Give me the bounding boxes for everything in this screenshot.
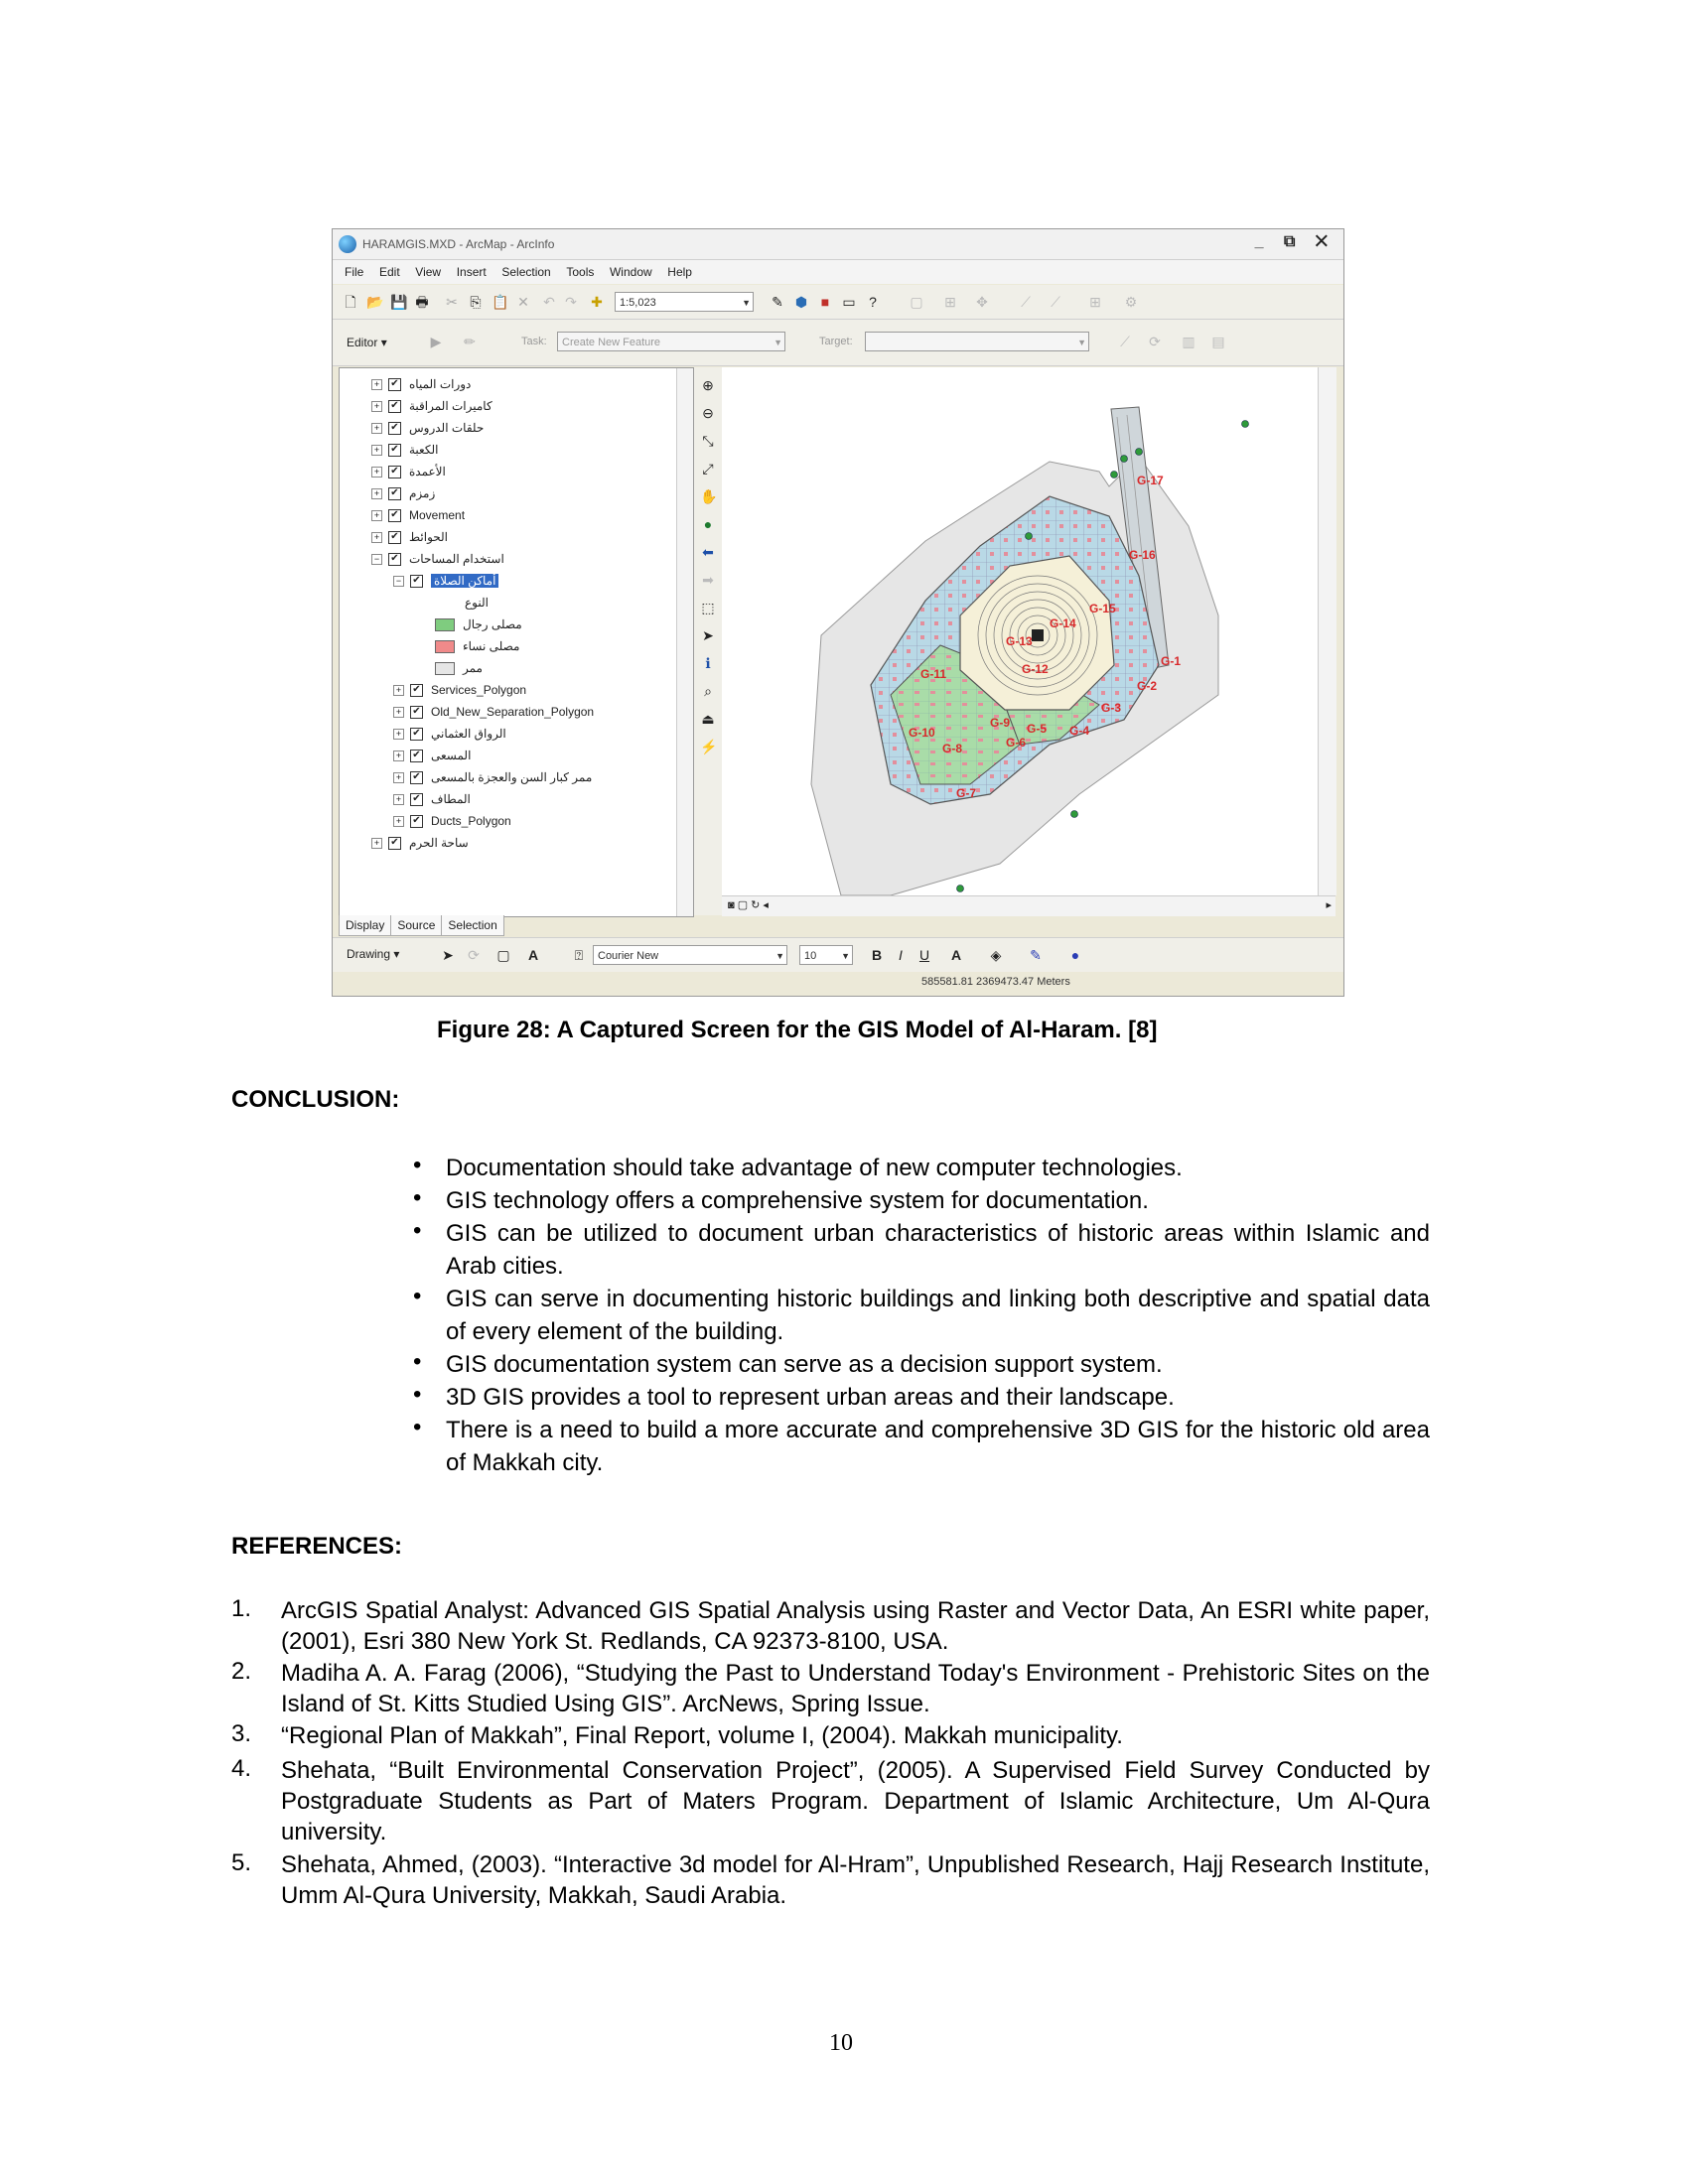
legend-swatch — [435, 640, 455, 653]
reference-number: 5. — [231, 1849, 252, 1876]
find-binoculars-icon[interactable]: ⌕ — [704, 683, 712, 699]
chevron-down-icon: ▼ — [841, 951, 850, 961]
conclusion-item: GIS can serve in documenting historic buildings and linking both descriptive and spatial data of every element of the building. — [446, 1286, 1430, 1345]
gate-label: G-1 — [1161, 654, 1182, 668]
toc-row[interactable] — [435, 636, 520, 656]
page-number: 10 — [829, 2030, 853, 2056]
layer-name: حلقات الدروس — [409, 421, 485, 435]
expand-toggle-icon[interactable]: + — [371, 423, 382, 434]
font-size-value: 10 — [804, 950, 817, 962]
menu-view[interactable]: View — [415, 265, 442, 279]
settings-icon[interactable]: ⚙ — [1124, 294, 1138, 310]
text-tool-icon[interactable]: A — [527, 947, 539, 963]
checkbox-icon[interactable]: ✔ — [410, 728, 423, 741]
editor-menu[interactable]: Editor ▾ — [347, 336, 387, 349]
arcmap-globe-icon — [339, 235, 356, 253]
expand-toggle-icon[interactable]: + — [371, 838, 382, 849]
layer-name: الأعمدة — [409, 465, 446, 478]
layer-name: Services_Polygon — [431, 683, 527, 697]
checkbox-icon[interactable]: ✔ — [388, 444, 401, 457]
menu-edit[interactable]: Edit — [378, 265, 400, 279]
legend-swatch — [435, 662, 455, 675]
arcmap-screenshot — [332, 228, 1344, 997]
target-label: Target: — [819, 336, 853, 347]
split-tool-icon[interactable]: ⟋ — [1120, 334, 1130, 349]
paste-icon[interactable]: 📋 — [492, 294, 509, 310]
chevron-down-icon: ▼ — [1077, 338, 1086, 347]
toc-row[interactable] — [371, 483, 435, 503]
legend-label: ممر — [463, 661, 483, 675]
reference-number: 4. — [231, 1755, 252, 1782]
layer-name: استخدام المساحات — [409, 552, 504, 566]
gate-label: G-14 — [1050, 616, 1076, 630]
checkbox-icon[interactable]: ✔ — [410, 684, 423, 697]
haram-map — [722, 367, 1318, 895]
expand-toggle-icon[interactable]: + — [371, 532, 382, 543]
conclusion-item: Documentation should take advantage of new computer technologies. — [446, 1155, 1183, 1181]
checkbox-icon[interactable]: ✔ — [410, 575, 423, 588]
toc-row[interactable] — [393, 724, 506, 744]
expand-toggle-icon[interactable]: + — [393, 707, 404, 718]
layer-name: المسعى — [431, 749, 472, 762]
expand-toggle-icon[interactable]: + — [371, 379, 382, 390]
arctoolbox-icon[interactable]: ■ — [820, 294, 830, 310]
toc-row[interactable] — [371, 462, 446, 481]
fill-color-icon[interactable]: ◈ — [990, 947, 1002, 963]
bullet-marker: • — [413, 1152, 422, 1178]
tab-display[interactable]: Display — [339, 915, 391, 936]
view-switch-icons[interactable]: ◙ ▢ ↻ ◂ — [728, 899, 769, 911]
legend-label: مصلى نساء — [463, 639, 520, 653]
italic-button[interactable]: I — [899, 947, 903, 963]
editor-label: Editor — [347, 336, 378, 349]
font-color-icon[interactable]: A — [950, 947, 962, 963]
bullet-marker: • — [413, 1283, 422, 1309]
delete-icon[interactable]: ✕ — [517, 294, 529, 310]
task-combo[interactable] — [557, 332, 785, 351]
add-data-icon[interactable]: ✚ — [591, 294, 603, 310]
checkbox-icon[interactable]: ✔ — [388, 531, 401, 544]
select-features-icon[interactable]: ⬚ — [701, 600, 715, 615]
font-icon[interactable]: ⍰ — [574, 947, 584, 963]
toc-row[interactable] — [393, 767, 592, 787]
reference-number: 3. — [231, 1720, 252, 1747]
expand-toggle-icon[interactable]: + — [371, 445, 382, 456]
checkbox-icon[interactable]: ✔ — [388, 509, 401, 522]
toc-tabs — [339, 915, 692, 937]
layer-name: الحوائط — [409, 530, 448, 544]
gate-label: G-8 — [942, 742, 963, 755]
bullet-marker: • — [413, 1414, 422, 1440]
reference-item: Shehata, Ahmed, (2003). “Interactive 3d model for Al-Hram”, Unpublished Research, Hajj Research Institute, Umm Al-Qura University, Makkah, Saudi Arabia. — [281, 1851, 1430, 1909]
editor-toolbar — [333, 320, 1343, 366]
reference-item: Madiha A. A. Farag (2006), “Studying the Past to Understand Today's Environment - Prehistoric Sites on the Island of St. Kitts Studied Using GIS”. ArcNews, Spring Issue. — [281, 1660, 1430, 1717]
checkbox-icon[interactable]: ✔ — [388, 553, 401, 566]
layer-name: ساحة الحرم — [409, 836, 469, 850]
hyperlink-icon[interactable]: ⚡ — [700, 739, 718, 754]
print-icon[interactable]: 🖶 — [415, 294, 429, 310]
menu-bar — [333, 260, 1343, 284]
checkbox-icon[interactable]: ✔ — [388, 400, 401, 413]
map-vertical-scrollbar[interactable] — [1318, 367, 1336, 895]
toc-row[interactable] — [393, 571, 498, 591]
checkbox-icon[interactable]: ✔ — [410, 706, 423, 719]
fixed-zoom-in-icon[interactable]: ⤡ — [702, 433, 714, 449]
reshape-icon[interactable]: ⟋ — [1051, 294, 1060, 310]
arccatalog-icon[interactable]: ⬢ — [794, 294, 808, 310]
layer-name: ممر كبار السن والعجزة بالمسعى — [431, 770, 593, 784]
layer-name: الرواق العثماني — [431, 727, 506, 741]
copy-icon[interactable]: ⎘ — [470, 294, 482, 310]
status-coordinates: 585581.81 2369473.47 Meters — [921, 976, 1070, 988]
bullet-marker: • — [413, 1348, 422, 1375]
reference-item: Shehata, “Built Environmental Conservation Project”, (2005). A Supervised Field Survey Conducted by Postgraduate Students as Part of Maters Program. Department of Islamic Architecture, Um Al-Qura university. — [281, 1757, 1430, 1845]
sketch-properties-icon[interactable]: ▤ — [1211, 334, 1225, 349]
drawing-menu[interactable]: Drawing ▾ — [347, 947, 400, 961]
rotate-tool-icon[interactable]: ⟳ — [1149, 334, 1161, 349]
toc-row[interactable] — [393, 680, 526, 700]
chevron-down-icon: ▼ — [774, 338, 782, 347]
toc-row[interactable] — [393, 702, 594, 722]
legend-label: مصلى رجال — [463, 617, 522, 631]
command-line-icon[interactable]: ▭ — [842, 294, 856, 310]
target-combo[interactable] — [865, 332, 1089, 351]
toc-row[interactable] — [435, 658, 483, 678]
menu-window[interactable]: Window — [609, 265, 652, 279]
expand-toggle-icon[interactable]: + — [393, 685, 404, 696]
selected-layer-name: أماكن الصلاة — [431, 574, 498, 588]
expand-toggle-icon[interactable]: + — [393, 794, 404, 805]
conclusion-heading: CONCLUSION: — [231, 1086, 400, 1113]
checkbox-icon[interactable]: ✔ — [410, 750, 423, 762]
toc-row[interactable] — [371, 527, 448, 547]
new-document-icon[interactable]: 🗋 — [345, 294, 356, 310]
menu-selection[interactable]: Selection — [501, 265, 551, 279]
map-scale-value: 1:5,023 — [620, 297, 656, 309]
attributes-icon[interactable]: ▥ — [1182, 334, 1196, 349]
open-folder-icon[interactable]: 📂 — [366, 294, 384, 310]
reference-number: 2. — [231, 1658, 252, 1685]
marker-color-icon[interactable]: ● — [1070, 947, 1080, 963]
font-name-value: Courier New — [598, 950, 659, 962]
expand-toggle-icon[interactable]: + — [393, 816, 404, 827]
table-of-contents — [339, 367, 694, 917]
underline-button[interactable]: U — [918, 947, 930, 963]
gate-label: G-17 — [1137, 474, 1164, 487]
reference-item: “Regional Plan of Makkah”, Final Report, volume I, (2004). Makkah municipality. — [281, 1722, 1123, 1749]
whats-this-icon[interactable]: ? — [869, 294, 877, 310]
window-title: HARAMGIS.MXD - ArcMap - ArcInfo — [362, 237, 555, 251]
task-value: Create New Feature — [562, 337, 661, 348]
bold-button[interactable]: B — [871, 947, 883, 963]
zoom-out-icon[interactable]: ⊖ — [702, 405, 714, 421]
checkbox-icon[interactable]: ✔ — [410, 793, 423, 806]
gate-label: G-3 — [1101, 701, 1122, 715]
toc-row[interactable] — [371, 374, 471, 394]
toc-row[interactable] — [393, 789, 471, 809]
layer-name: Ducts_Polygon — [431, 814, 511, 828]
gate-label: G-12 — [1022, 662, 1049, 676]
move-tool-icon[interactable]: ✥ — [976, 294, 988, 310]
conclusion-item: There is a need to build a more accurate and comprehensive 3D GIS for the historic old area of Makkah city. — [446, 1417, 1430, 1476]
bullet-marker: • — [413, 1217, 422, 1244]
legend-swatch — [435, 618, 455, 631]
checkbox-icon[interactable]: ✔ — [388, 466, 401, 478]
pan-icon[interactable]: ✋ — [700, 488, 718, 504]
gate-label: G-15 — [1089, 602, 1116, 615]
collapse-toggle-icon[interactable]: − — [393, 576, 404, 587]
rotate-icon[interactable]: ⟳ — [468, 947, 480, 963]
status-bar — [333, 972, 1343, 996]
layer-name: الكعبة — [409, 443, 439, 457]
map-horizontal-scrollbar[interactable] — [722, 895, 1336, 916]
standard-toolbar — [333, 285, 1343, 320]
checkbox-icon[interactable]: ✔ — [388, 487, 401, 500]
tab-source[interactable]: Source — [390, 915, 442, 936]
figure-caption: Figure 28: A Captured Screen for the GIS Model of Al-Haram. [8] — [437, 1017, 1158, 1043]
expand-toggle-icon[interactable]: + — [371, 401, 382, 412]
references-heading: REFERENCES: — [231, 1533, 403, 1560]
checkbox-icon[interactable]: ✔ — [388, 837, 401, 850]
gate-label: G-2 — [1137, 679, 1158, 693]
toc-row[interactable] — [465, 593, 489, 613]
save-icon[interactable]: 💾 — [390, 294, 408, 310]
scroll-right-icon[interactable]: ▸ — [1326, 899, 1332, 911]
map-view[interactable] — [722, 367, 1318, 895]
expand-toggle-icon[interactable]: + — [371, 488, 382, 499]
layer-name: Movement — [409, 508, 466, 522]
gate-label: G-4 — [1069, 724, 1090, 738]
expand-toggle-icon[interactable]: + — [371, 510, 382, 521]
expand-toggle-icon[interactable]: + — [393, 729, 404, 740]
forward-extent-icon[interactable]: ➡ — [702, 572, 714, 588]
expand-toggle-icon[interactable]: + — [393, 772, 404, 783]
window-titlebar — [333, 229, 1343, 260]
gate-label: G-9 — [990, 716, 1011, 730]
checkbox-icon[interactable]: ✔ — [388, 422, 401, 435]
select-elements-icon[interactable]: ➤ — [702, 627, 714, 643]
menu-file[interactable]: File — [345, 265, 364, 279]
legend-field-name: النوع — [465, 596, 489, 610]
toc-row[interactable] — [435, 614, 522, 634]
snap-tool-icon[interactable]: ⊞ — [944, 294, 956, 310]
menu-tools[interactable]: Tools — [566, 265, 595, 279]
redo-icon[interactable]: ↷ — [565, 294, 577, 310]
font-size-combo[interactable] — [799, 945, 853, 965]
edit-vertices-icon[interactable]: ⟋ — [1021, 294, 1031, 310]
tab-selection[interactable]: Selection — [441, 915, 503, 936]
edit-tool-icon[interactable]: ▶ — [430, 334, 442, 349]
checkbox-icon[interactable]: ✔ — [388, 378, 401, 391]
chevron-down-icon: ▼ — [775, 951, 784, 961]
gate-label: G-10 — [909, 726, 935, 740]
tools-toolbar — [694, 367, 723, 915]
grid-icon[interactable]: ⊞ — [1089, 294, 1101, 310]
kaaba — [1032, 629, 1044, 641]
conclusion-item: 3D GIS provides a tool to represent urban areas and their landscape. — [446, 1384, 1175, 1411]
checkbox-icon[interactable]: ✔ — [410, 771, 423, 784]
chevron-down-icon: ▼ — [742, 298, 751, 308]
toc-row[interactable] — [371, 396, 492, 416]
expand-toggle-icon[interactable]: + — [393, 751, 404, 761]
conclusion-item: GIS can be utilized to document urban characteristics of historic areas within Islamic and Arab cities. — [446, 1220, 1430, 1280]
checkbox-icon[interactable]: ✔ — [410, 815, 423, 828]
sketch-tool-icon[interactable]: ✏ — [464, 334, 476, 349]
expand-toggle-icon[interactable]: − — [371, 554, 382, 565]
gate-label: G-13 — [1006, 634, 1033, 648]
toc-row[interactable] — [393, 746, 471, 765]
measure-icon[interactable]: ⏏ — [701, 711, 715, 727]
gate-label: G-7 — [956, 786, 977, 800]
gate-label: G-6 — [1006, 736, 1027, 750]
toc-row[interactable] — [371, 833, 469, 853]
gate-label: G-16 — [1129, 548, 1156, 562]
drawing-label: Drawing — [347, 947, 391, 961]
cut-icon[interactable]: ✂ — [446, 294, 458, 310]
layer-name: Old_New_Separation_Polygon — [431, 705, 595, 719]
layer-name: كاميرات المراقبة — [409, 399, 492, 413]
layout-tool-icon[interactable]: ▢ — [910, 294, 923, 310]
identify-icon[interactable]: ℹ — [705, 655, 711, 671]
conclusion-item: GIS documentation system can serve as a decision support system. — [446, 1351, 1163, 1378]
full-extent-icon[interactable]: ● — [703, 516, 713, 532]
reference-item: ArcGIS Spatial Analyst: Advanced GIS Spatial Analysis using Raster and Vector Data, An ESRI white paper, (2001), Esri 380 New York St. Redlands, CA 92373-8100, USA. — [281, 1597, 1430, 1655]
window-controls[interactable]: _ ⧉ ✕ — [1254, 233, 1336, 250]
layer-name: زمزم — [409, 486, 436, 500]
line-color-icon[interactable]: ✎ — [1030, 947, 1042, 963]
menu-help[interactable]: Help — [667, 265, 692, 279]
map-scale-combo[interactable] — [615, 292, 754, 312]
gate-label: G-11 — [920, 667, 947, 681]
bullet-marker: • — [413, 1184, 422, 1211]
layer-name: المطاف — [431, 792, 471, 806]
editor-toolbar-icon[interactable]: ✎ — [772, 294, 783, 310]
undo-icon[interactable]: ↶ — [543, 294, 555, 310]
font-name-combo[interactable] — [593, 945, 787, 965]
layer-name: دورات المياه — [409, 377, 472, 391]
gate-label: G-5 — [1027, 722, 1048, 736]
toc-scrollbar[interactable] — [676, 368, 693, 916]
select-elements-icon[interactable]: ➤ — [442, 947, 454, 963]
toc-row[interactable] — [393, 811, 511, 831]
toc-row[interactable] — [371, 505, 465, 525]
toc-row[interactable] — [371, 440, 438, 460]
bullet-marker: • — [413, 1381, 422, 1408]
conclusion-item: GIS technology offers a comprehensive system for documentation. — [446, 1187, 1149, 1214]
rectangle-icon[interactable]: ▢ — [496, 947, 510, 963]
task-label: Task: — [521, 336, 547, 347]
reference-number: 1. — [231, 1595, 252, 1622]
toc-row[interactable] — [371, 549, 504, 569]
expand-toggle-icon[interactable]: + — [371, 467, 382, 478]
fixed-zoom-out-icon[interactable]: ⤢ — [702, 461, 714, 477]
menu-insert[interactable]: Insert — [456, 265, 487, 279]
drawing-toolbar — [333, 937, 1343, 973]
back-extent-icon[interactable]: ⬅ — [702, 544, 714, 560]
zoom-in-icon[interactable]: ⊕ — [702, 377, 714, 393]
toc-row[interactable] — [371, 418, 484, 438]
